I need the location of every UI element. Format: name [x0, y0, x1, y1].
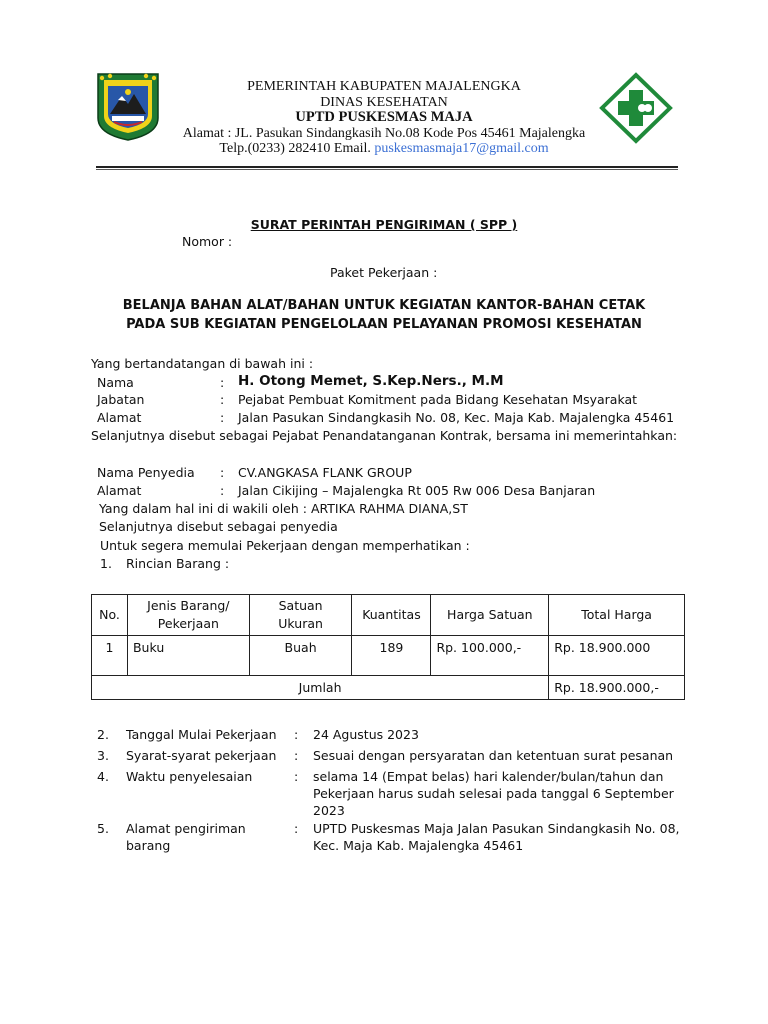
header-harga: Harga Satuan: [431, 595, 549, 636]
phone-text: Telp.(0233) 282410 Email.: [219, 141, 375, 156]
list-value: selama 14 (Empat belas) hari kalender/bulan/tahun dan Pekerjaan harus sudah selesai pada tanggal 6 September 2023: [313, 769, 674, 818]
list-num: 5.: [97, 821, 109, 836]
list-label: Tanggal Mulai Pekerjaan: [126, 727, 277, 742]
header-total: Total Harga: [549, 595, 685, 636]
signer-jabatan: Pejabat Pembuat Komitment pada Bidang Kesehatan Msyarakat: [238, 392, 638, 407]
signer-name-label: Nama: [97, 375, 134, 390]
signer-jabatan-label: Jabatan: [97, 392, 145, 407]
colon: :: [220, 392, 225, 407]
colon: :: [220, 465, 225, 480]
document-title: SURAT PERINTAH PENGIRIMAN ( SPP ): [250, 217, 518, 232]
signer-name: H. Otong Memet, S.Kep.Ners., M.M: [238, 373, 504, 389]
provider-alamat: Jalan Cikijing – Majalengka Rt 005 Rw 006 Desa Banjaran: [238, 483, 596, 498]
list-num: 2.: [97, 727, 109, 742]
jumlah-value: Rp. 18.900.000,-: [549, 676, 685, 700]
provider-wakil: Yang dalam hal ini di wakili oleh : ARTIKA RAHMA DIANA,ST: [99, 501, 468, 516]
provider-name: CV.ANGKASA FLANK GROUP: [238, 465, 412, 480]
agency-name: DINAS KESEHATAN: [320, 94, 448, 110]
header-jenis: Jenis Barang/ Pekerjaan: [127, 595, 249, 636]
list-value: 24 Agustus 2023: [313, 727, 419, 742]
list-num: 4.: [97, 769, 109, 784]
unit-name: UPTD PUSKESMAS MAJA: [295, 109, 473, 125]
signer-intro: Yang bertandatangan di bawah ini :: [91, 356, 314, 371]
cell-no: 1: [92, 636, 128, 676]
table-row: [92, 636, 685, 676]
header-satuan: Satuan Ukuran: [249, 595, 352, 636]
header-no: No.: [92, 595, 128, 636]
jumlah-label: Jumlah: [92, 676, 549, 700]
email-link[interactable]: puskesmasmaja17@gmail.com: [374, 141, 549, 156]
signer-alamat-label: Alamat: [97, 410, 142, 425]
header-kuantitas: Kuantitas: [352, 595, 431, 636]
colon: :: [294, 769, 299, 784]
nomor-label: Nomor :: [182, 234, 233, 249]
items-table: [91, 594, 685, 700]
gov-name: PEMERINTAH KABUPATEN MAJALENGKA: [247, 79, 521, 94]
colon: :: [220, 375, 225, 390]
cell-harga: Rp. 100.000,-: [431, 636, 549, 676]
table-total-row: [92, 676, 685, 700]
list-label: Syarat-syarat pekerjaan: [126, 748, 277, 763]
rincian-label: Rincian Barang :: [126, 556, 230, 571]
provider-closing: Selanjutnya disebut sebagai penyedia: [99, 519, 338, 534]
list-num: 3.: [97, 748, 109, 763]
cell-jenis: Buku: [127, 636, 249, 676]
list-num: 1.: [100, 556, 112, 571]
cell-satuan: Buah: [249, 636, 352, 676]
cell-kuantitas: 189: [352, 636, 431, 676]
list-label: Alamat pengiriman barang: [126, 821, 246, 853]
list-label: Waktu penyelesaian: [126, 769, 253, 784]
colon: :: [220, 483, 225, 498]
table-header-row: [92, 595, 685, 636]
header-divider: [96, 166, 678, 168]
instruction: Untuk segera memulai Pekerjaan dengan memperhatikan :: [100, 538, 470, 553]
colon: :: [294, 727, 299, 742]
subject-line-2: PADA SUB KEGIATAN PENGELOLAAN PELAYANAN PROMOSI KESEHATAN: [126, 317, 642, 332]
subject-line-1: BELANJA BAHAN ALAT/BAHAN UNTUK KEGIATAN KANTOR-BAHAN CETAK: [122, 298, 646, 313]
colon: :: [294, 821, 299, 836]
cell-total: Rp. 18.900.000: [549, 636, 685, 676]
colon: :: [220, 410, 225, 425]
signer-alamat: Jalan Pasukan Sindangkasih No. 08, Kec. Maja Kab. Majalengka 45461: [238, 410, 675, 425]
contact-line: [150, 141, 618, 157]
signer-closing: Selanjutnya disebut sebagai Pejabat Penandatanganan Kontrak, bersama ini memerintahkan:: [91, 428, 678, 443]
subject: [0, 296, 768, 334]
paket-label: Paket Pekerjaan :: [330, 265, 438, 280]
letterhead: [150, 79, 618, 157]
provider-alamat-label: Alamat: [97, 483, 142, 498]
colon: :: [294, 748, 299, 763]
list-value: Sesuai dengan persyaratan dan ketentuan surat pesanan: [313, 748, 674, 763]
list-value: UPTD Puskesmas Maja Jalan Pasukan Sindangkasih No. 08, Kec. Maja Kab. Majalengka 45461: [313, 821, 680, 853]
address-line: Alamat : JL. Pasukan Sindangkasih No.08 Kode Pos 45461 Majalengka: [182, 125, 586, 141]
provider-name-label: Nama Penyedia: [97, 465, 195, 480]
header-divider-thin: [96, 169, 678, 170]
